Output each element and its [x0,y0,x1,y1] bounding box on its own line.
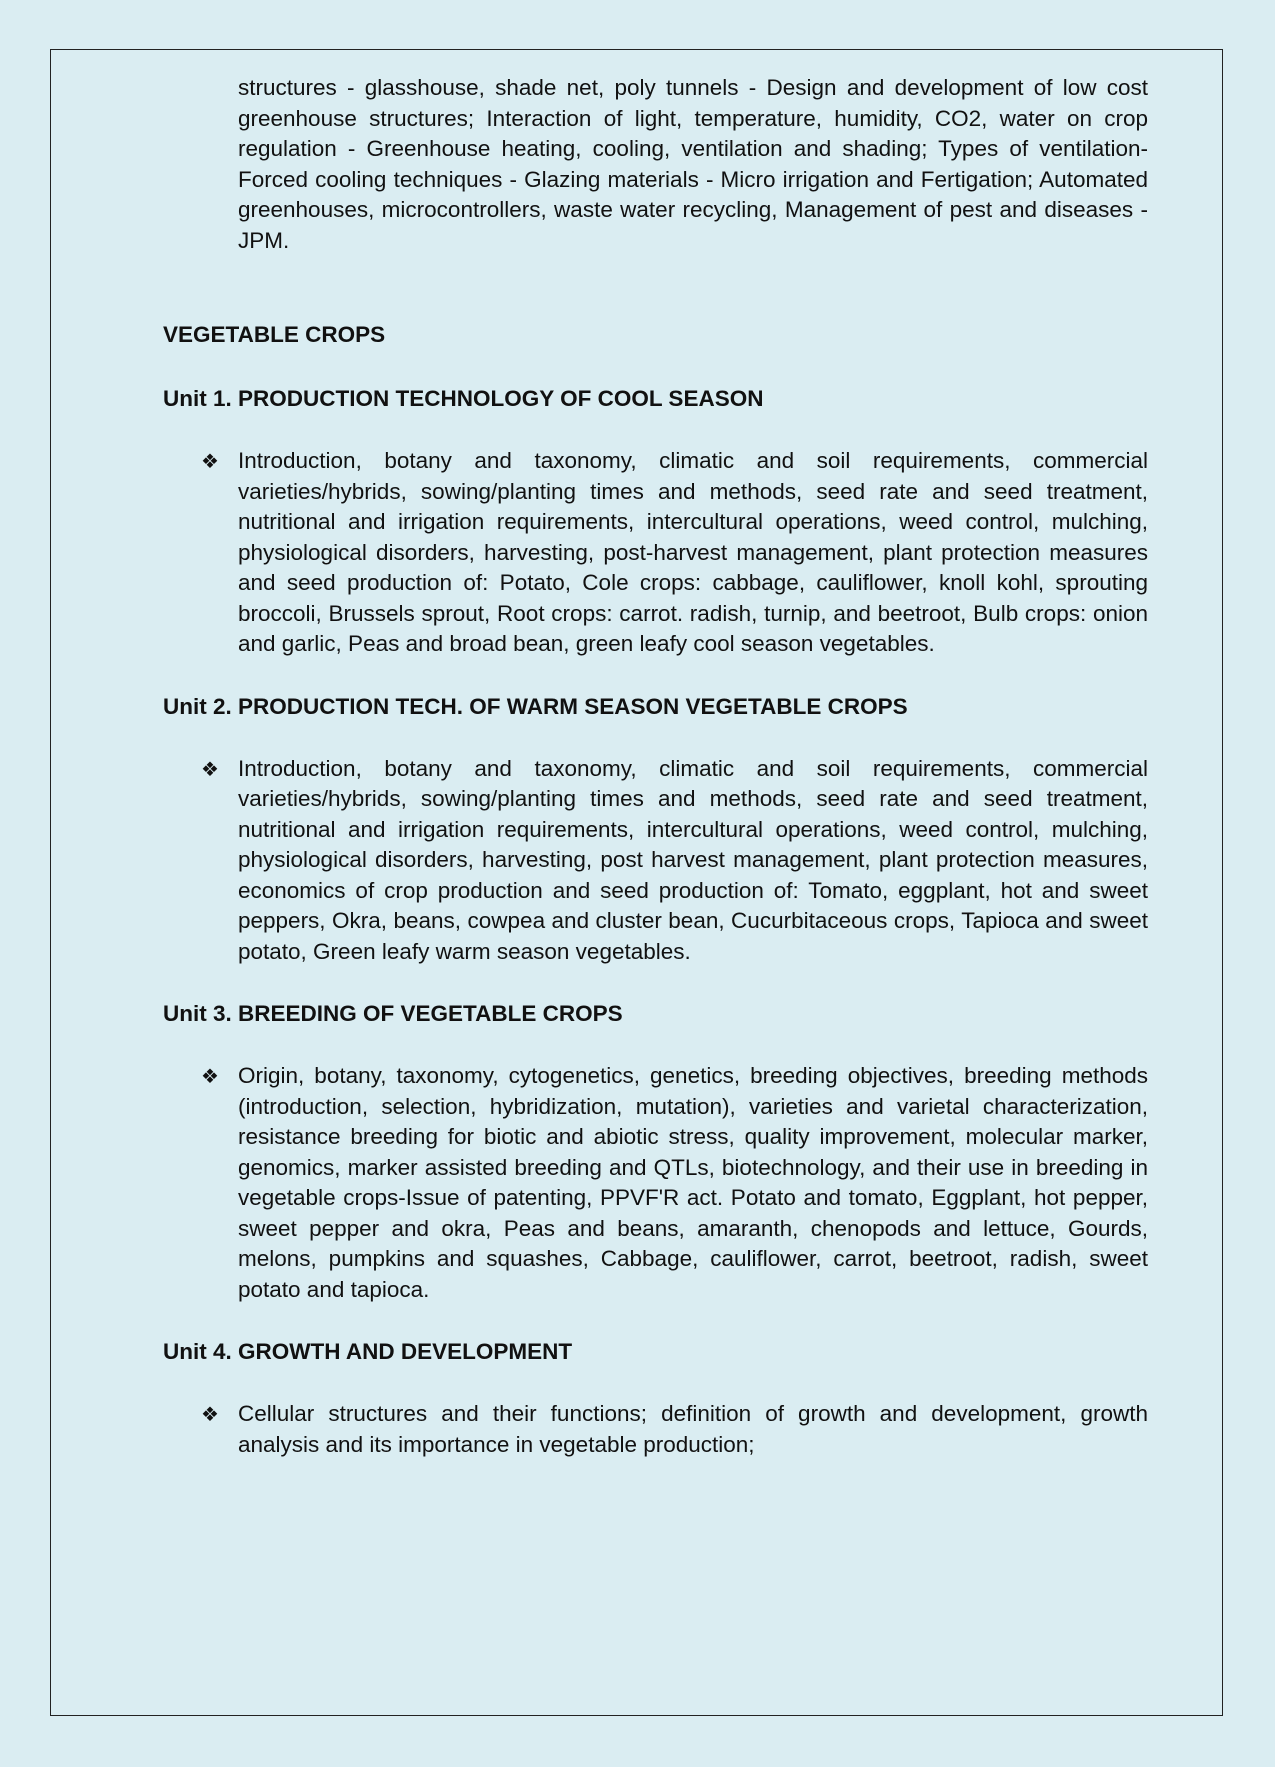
unit-bullet-item [163,754,1148,968]
unit-body: Introduction, botany and taxonomy, climatic and soil requirements, commercial varieties/hybrids, sowing/planting times and methods, seed rate and seed treatment, nutritional and irrigation requirements, intercultural operations, weed control, mulching, physiological disorders, harvesting, post-harvest management, plant protection measures and seed production of: Potato, Cole crops: cabbage, cauliflower, knoll kohl, sprouting broccoli, Brussels sprout, Root crops: carrot. radish, turnip, and beetroot, Bulb crops: onion and garlic, Peas and broad bean, green leafy cool season vegetables. [238,448,1148,656]
diamond-bullet-icon: ❖ [201,1064,219,1088]
unit-heading: Unit 3. BREEDING OF VEGETABLE CROPS [163,1001,623,1026]
section-title: VEGETABLE CROPS [163,322,386,347]
unit-heading: Unit 1. PRODUCTION TECHNOLOGY OF COOL SEASON [163,386,764,411]
diamond-bullet-icon: ❖ [201,1402,219,1426]
diamond-bullet-icon: ❖ [201,756,219,781]
unit-body: Origin, botany, taxonomy, cytogenetics, genetics, breeding objectives, breeding methods (introduction, selection, hybridization, mutation), varieties and varietal characterization, resistance breeding for biotic and abiotic stress, quality improvement, molecular marker, genomics, marker assisted breeding and QTLs, biotechnology, and their use in breeding in vegetable crops-Issue of patenting, PPVF'R act. Potato and tomato, Eggplant, hot pepper, sweet pepper and okra, Peas and beans, amaranth, chenopods and lettuce, Gourds, melons, pumpkins and squashes, Cabbage, cauliflower, carrot, beetroot, radish, sweet potato and tapioca. [238,1063,1148,1302]
document-content [163,73,1148,1460]
unit-heading: Unit 4. GROWTH AND DEVELOPMENT [163,1339,573,1364]
intro-paragraph: structures - glasshouse, shade net, poly tunnels - Design and development of low cost greenhouse structures; Interaction of light, temperature, humidity, CO2, water on crop regulation - Greenhouse heating, cooling, ventilation and shading; Types of ventilation- Forced cooling techniques - Glazing materials - Micro irrigation and Fertigation; Automated greenhouses, microcontrollers, waste water recycling, Management of pest and diseases - JPM. [238,75,1148,253]
unit-bullet-item [163,446,1148,660]
unit-body: Introduction, botany and taxonomy, climatic and soil requirements, commercial varieties/hybrids, sowing/planting times and methods, seed rate and seed treatment, nutritional and irrigation requirements, intercultural operations, weed control, mulching, physiological disorders, harvesting, post harvest management, plant protection measures, economics of crop production and seed production of: Tomato, eggplant, hot and sweet peppers, Okra, beans, cowpea and cluster bean, Cucurbitaceous crops, Tapioca and sweet potato, Green leafy warm season vegetables. [238,755,1148,964]
unit-heading: Unit 2. PRODUCTION TECH. OF WARM SEASON VEGETABLE CROPS [163,693,908,719]
unit-bullet-item [163,1061,1148,1305]
unit-body: Cellular structures and their functions; definition of growth and development, growth analysis and its importance in vegetable production; [238,1401,1148,1457]
unit-bullet-item [163,1399,1148,1460]
diamond-bullet-icon: ❖ [201,449,219,473]
